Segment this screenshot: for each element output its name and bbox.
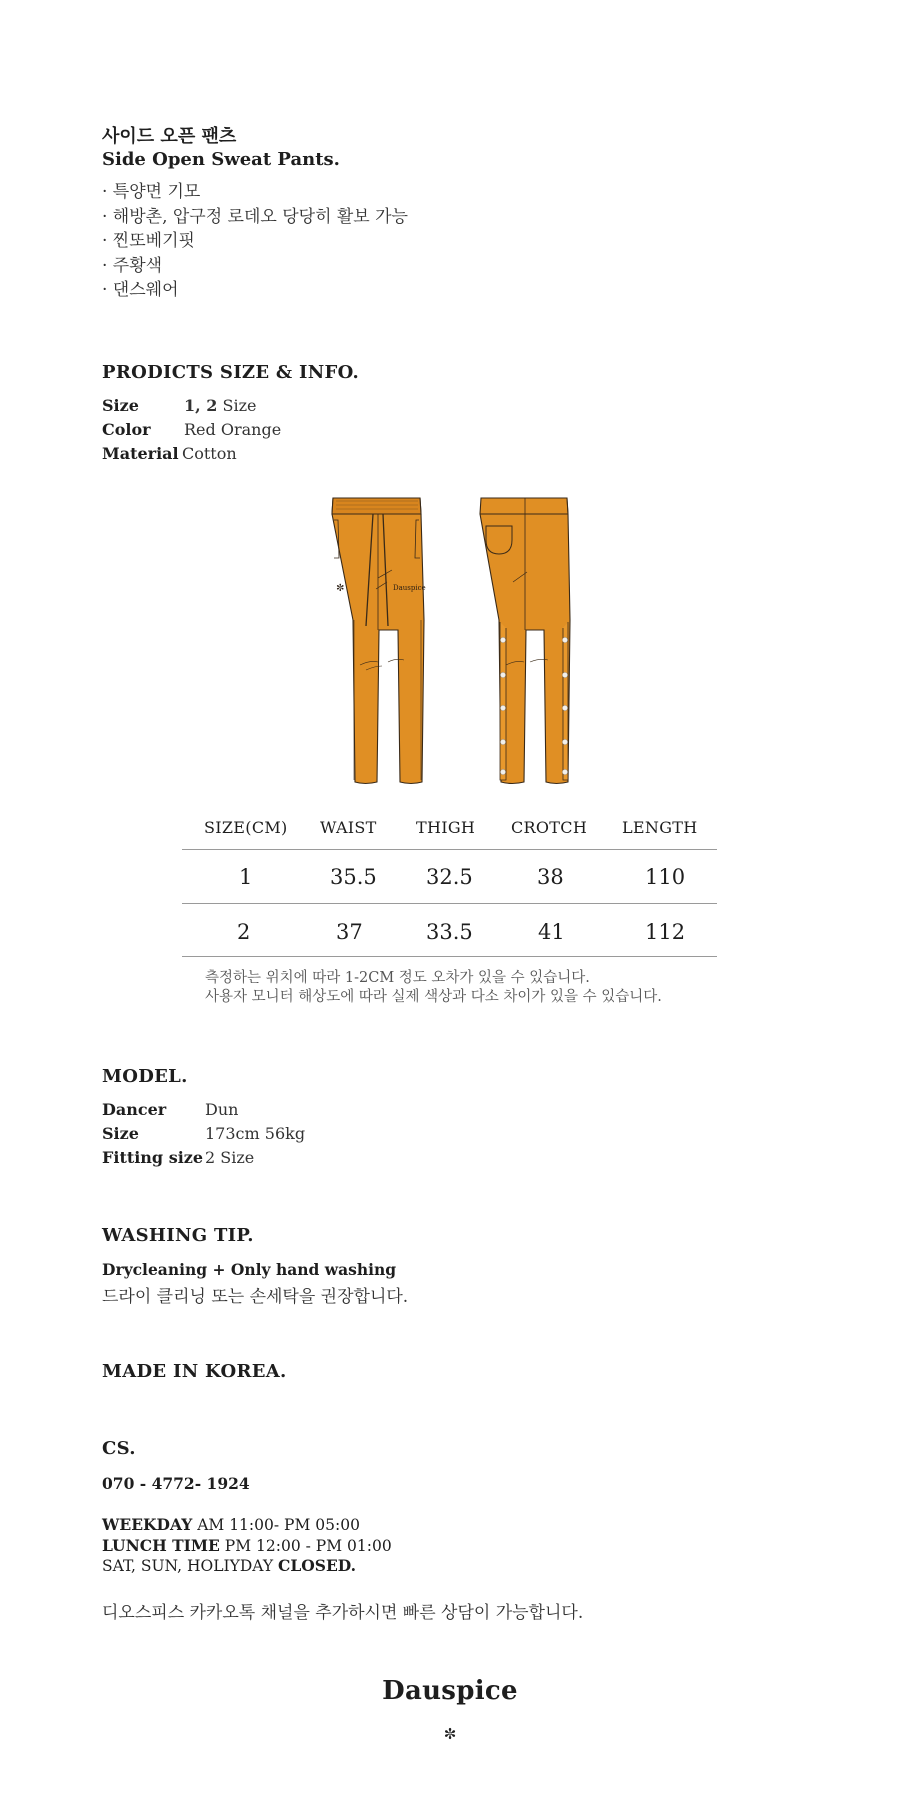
cs-weekday-row [102, 1515, 392, 1536]
cs-closed-row [102, 1556, 392, 1577]
feature-item: · 해방촌, 압구정 로데오 당당히 활보 가능 [102, 206, 408, 227]
feature-item: · 특양면 기모 [102, 182, 201, 202]
feature-item: · 댄스웨어 [102, 280, 179, 300]
washing-heading: WASHING TIP. [102, 1225, 254, 1246]
table-cell: 38 [537, 865, 564, 889]
table-cell: 32.5 [426, 865, 473, 889]
cs-lunch-value: PM 12:00 - PM 01:00 [219, 1536, 392, 1555]
info-list [102, 394, 281, 466]
table-header-length: LENGTH [622, 818, 698, 837]
made-in-heading: MADE IN KOREA. [102, 1361, 287, 1382]
cs-hours [102, 1515, 392, 1577]
table-header-waist: WAIST [320, 818, 377, 837]
table-divider [182, 956, 717, 957]
info-material-row [102, 442, 281, 466]
cs-weekday-value: AM 11:00- PM 05:00 [192, 1516, 360, 1534]
cs-lunch-row [102, 1536, 392, 1557]
brand-logo: Dauspice [382, 1676, 518, 1706]
feature-item: · 주황색 [102, 255, 163, 276]
model-size-row [102, 1122, 305, 1146]
pants-back [480, 498, 570, 784]
table-cell: 110 [645, 865, 686, 889]
info-size-suffix: Size [217, 396, 257, 415]
table-header-thigh: THIGH [416, 818, 476, 837]
table-header-crotch: CROTCH [511, 818, 588, 837]
model-dancer-row [102, 1098, 305, 1122]
cs-weekday-label: WEEKDAY [102, 1515, 193, 1534]
model-heading: MODEL. [102, 1066, 188, 1087]
info-material-label: Material [102, 444, 179, 463]
pants-front [332, 498, 426, 784]
model-size-value: 173cm 56kg [205, 1124, 306, 1143]
table-cell: 1 [239, 865, 253, 889]
info-size-row [102, 394, 281, 418]
footer-brand [0, 1676, 900, 1706]
cs-kakao-note: 디오스피스 카카오톡 채널을 추가하시면 빠른 상담이 가능합니다. [102, 1603, 584, 1623]
model-info [102, 1098, 305, 1170]
info-color-row [102, 418, 281, 442]
model-fitting-value: 2 Size [205, 1148, 255, 1167]
product-title-en: Side Open Sweat Pants. [102, 149, 340, 170]
washing-tip-en: Drycleaning + Only hand washing [102, 1260, 397, 1279]
info-heading: PRODICTS SIZE & INFO. [102, 362, 360, 383]
model-fitting-row [102, 1146, 305, 1170]
table-cell: 33.5 [426, 920, 473, 944]
flower-icon: ✼ [443, 1725, 457, 1743]
table-cell: 37 [336, 920, 363, 944]
table-note: 측정하는 위치에 따라 1-2CM 정도 오차가 있을 수 있습니다. [205, 970, 590, 986]
feature-item: · 찐또베기핏 [102, 231, 195, 251]
table-cell: 41 [538, 920, 565, 944]
cs-lunch-label: LUNCH TIME [102, 1535, 220, 1555]
table-notes [205, 969, 662, 1007]
table-cell: 35.5 [330, 865, 377, 889]
info-size-label: Size [102, 396, 139, 415]
info-size-value: 1, 2 [184, 396, 218, 415]
model-dancer-label: Dancer [102, 1100, 167, 1119]
washing-tip-ko: 드라이 클리닝 또는 손세탁을 권장합니다. [102, 1287, 409, 1307]
cs-heading: CS. [102, 1438, 136, 1459]
table-cell: 112 [645, 920, 686, 944]
front-logo-text: Dauspice [393, 584, 426, 592]
table-note: 사용자 모니터 해상도에 따라 실제 색상과 다소 차이가 있을 수 있습니다. [205, 989, 662, 1005]
front-flower-icon: ✼ [336, 583, 345, 594]
feature-list [102, 180, 408, 303]
model-size-label: Size [102, 1124, 139, 1143]
cs-closed-prefix: SAT, SUN, HOLIYDAY [102, 1557, 279, 1575]
model-dancer-value: Dun [205, 1100, 239, 1119]
pants-illustration [320, 490, 580, 790]
table-header-size: SIZE(CM) [204, 818, 288, 837]
cs-closed-label: CLOSED. [278, 1556, 357, 1575]
table-divider [182, 903, 717, 904]
table-cell: 2 [237, 920, 251, 944]
cs-phone[interactable]: 070 - 4772- 1924 [102, 1474, 250, 1493]
info-color-value: Red Orange [184, 420, 282, 439]
info-material-value: Cotton [182, 444, 237, 463]
model-fitting-label: Fitting size [102, 1148, 204, 1167]
table-divider [182, 849, 717, 850]
product-title-ko: 사이드 오픈 팬츠 [102, 126, 237, 147]
info-color-label: Color [102, 420, 151, 439]
